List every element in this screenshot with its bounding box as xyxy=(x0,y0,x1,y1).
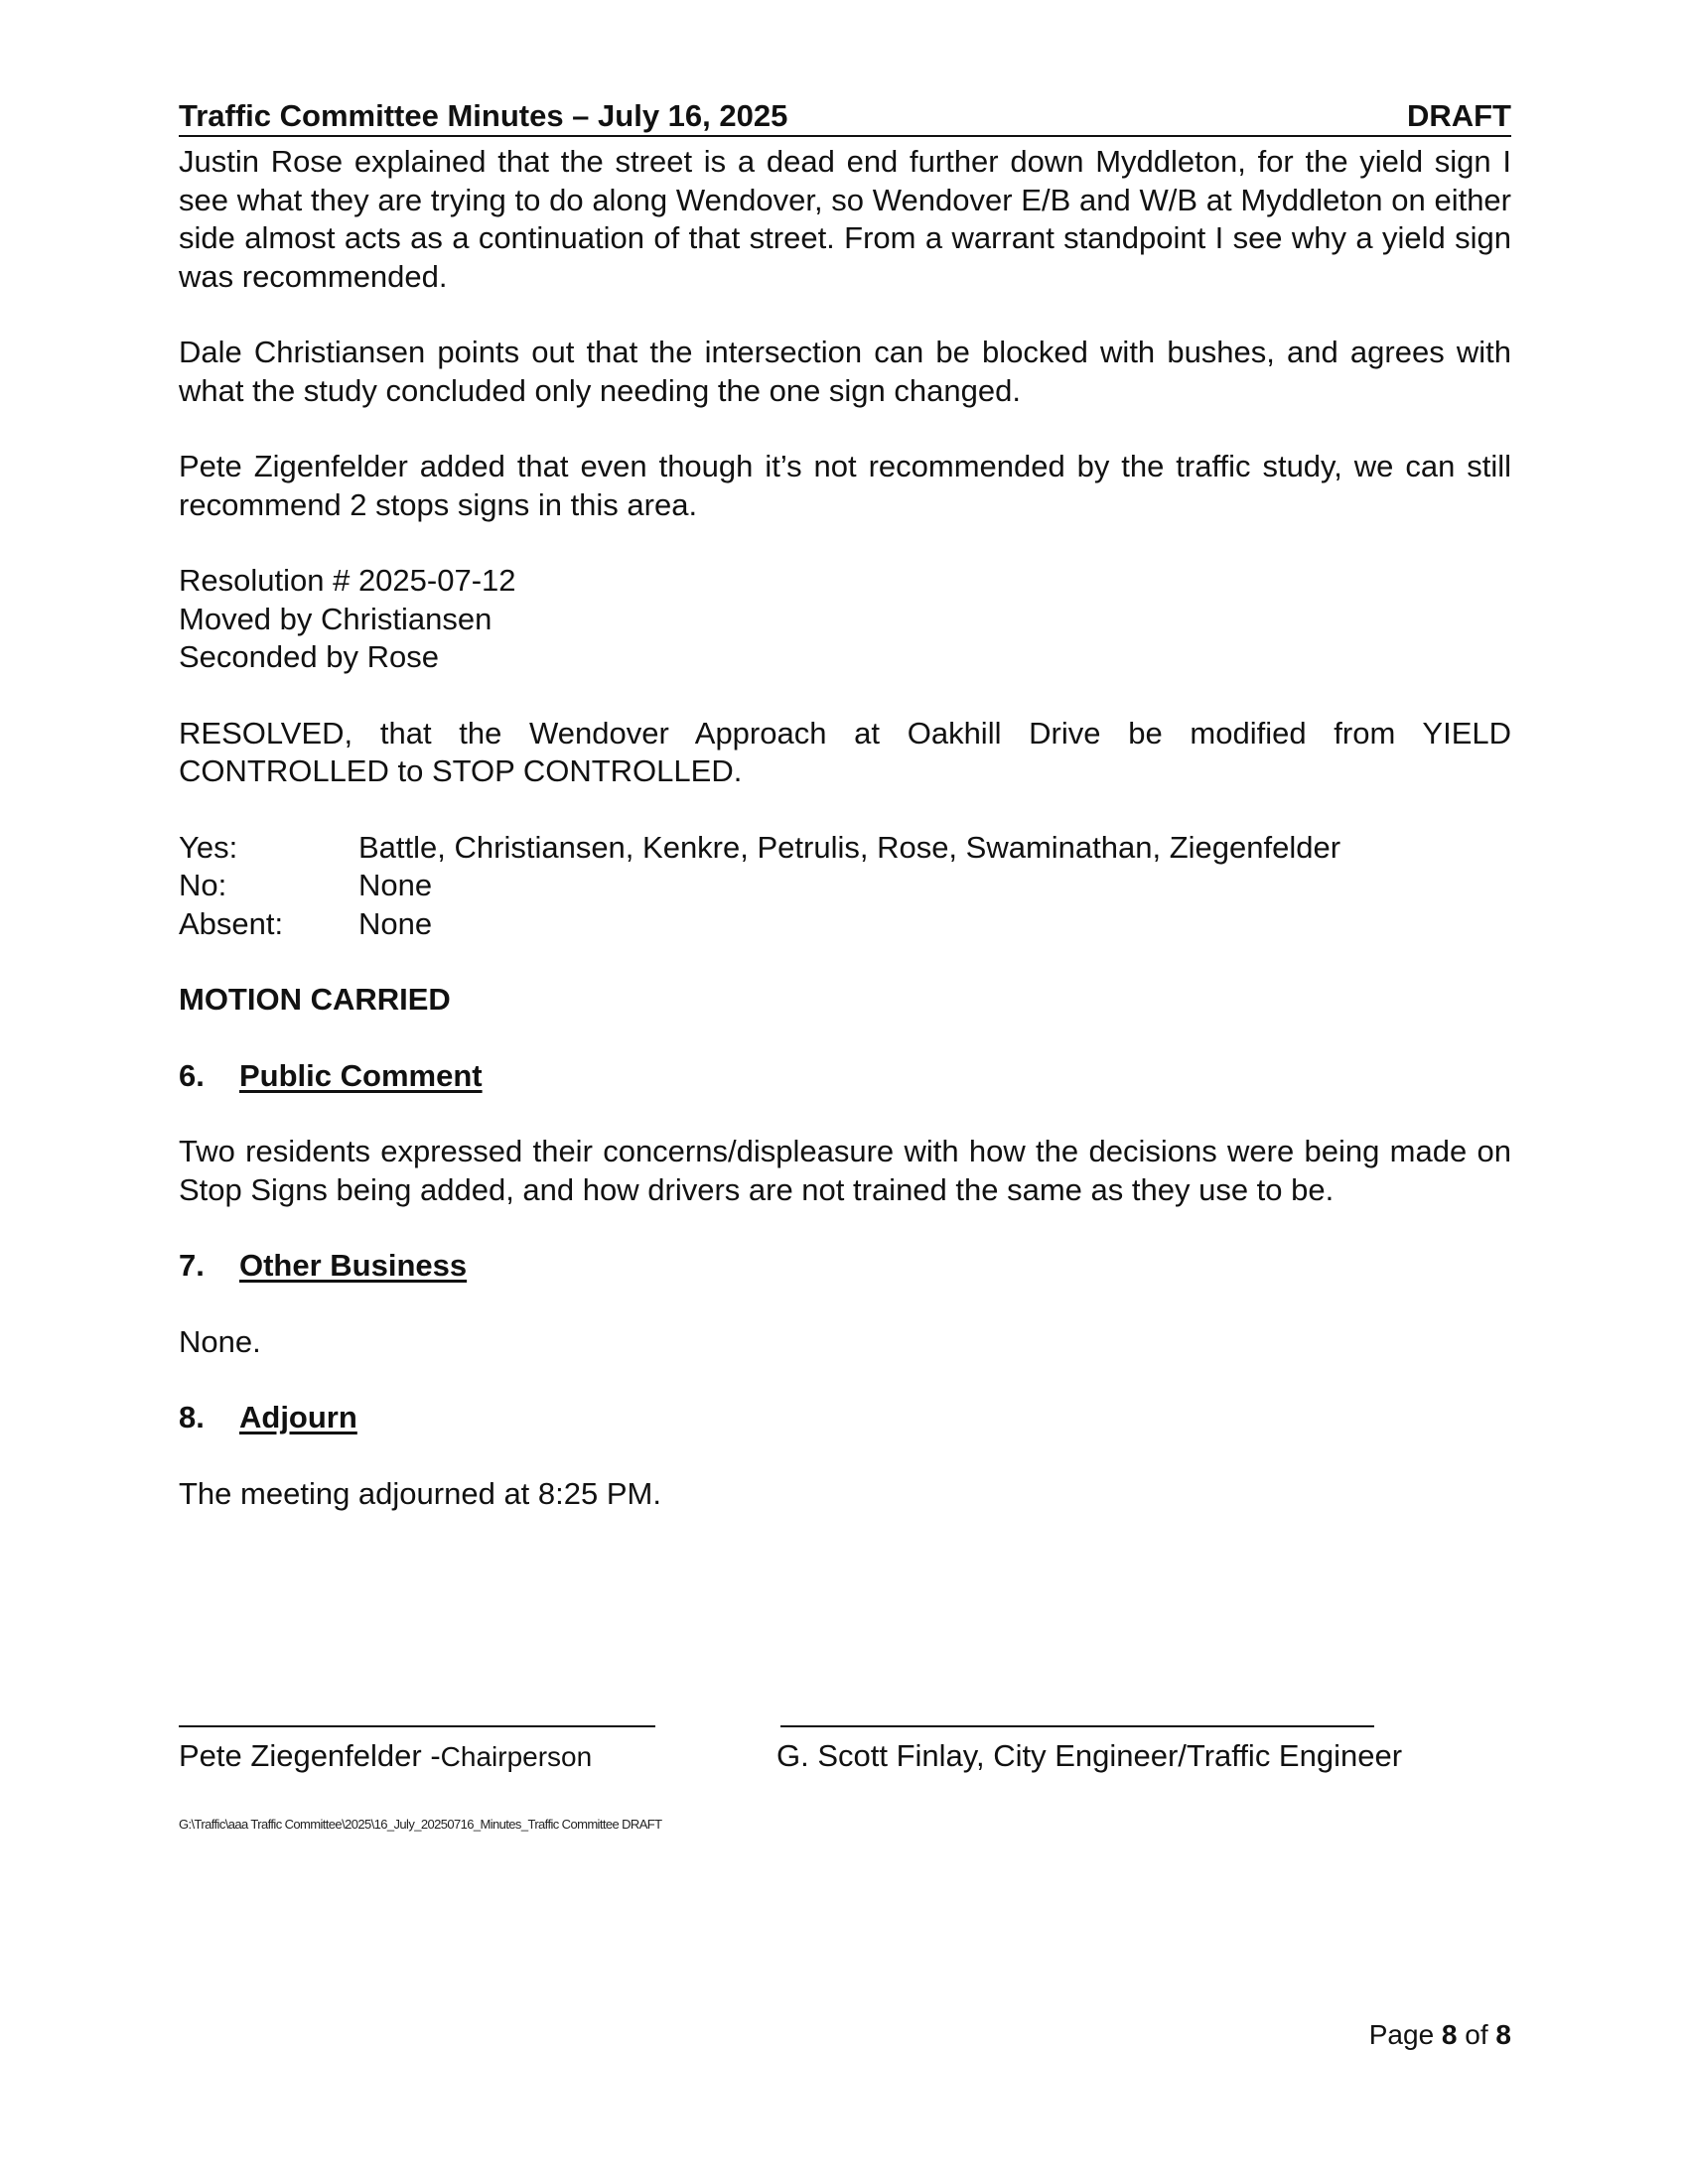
section-heading-adjourn xyxy=(179,1399,1511,1437)
signature-line-right xyxy=(780,1725,1374,1727)
section-number: 6. xyxy=(179,1057,205,1093)
vote-label-yes: Yes: xyxy=(179,829,238,865)
signature-name-left xyxy=(179,1737,592,1776)
section-title: Public Comment xyxy=(239,1057,483,1093)
chairperson-name: Pete Ziegenfelder - xyxy=(179,1738,441,1773)
resolution-block xyxy=(179,562,1511,677)
section-title: Adjourn xyxy=(239,1400,357,1434)
chairperson-role: Chairperson xyxy=(440,1741,593,1772)
signature-name-right xyxy=(776,1737,1402,1775)
resolution-number: Resolution # 2025-07-12 xyxy=(179,563,516,598)
vote-row-no xyxy=(179,867,1511,905)
file-path: G:\Traffic\aaa Traffic Committee\2025\16_July_20250716_Minutes_Traffic Committee DRAFT xyxy=(179,1817,662,1832)
vote-value-no: None xyxy=(358,868,433,902)
engineer-name: G. Scott Finlay, City Engineer/Traffic Engineer xyxy=(776,1738,1403,1773)
other-business-body: None. xyxy=(179,1323,261,1359)
section-title: Other Business xyxy=(239,1248,468,1283)
paragraph-pete-zigenfelder: Pete Zigenfelder added that even though it’s not recommended by the traffic study, we can still recommend 2 stops signs in this area. xyxy=(179,449,1511,522)
motion-result: MOTION CARRIED xyxy=(179,982,451,1017)
page-current: 8 xyxy=(1441,2019,1458,2050)
public-comment-body: Two residents expressed their concerns/displeasure with how the decisions were being made on Stop Signs being added, and how drivers are not trained the same as they use to be. xyxy=(179,1134,1511,1207)
vote-value-absent: None xyxy=(358,905,433,941)
page-total: 8 xyxy=(1495,2019,1511,2050)
section-number: 8. xyxy=(179,1400,205,1434)
signature-block xyxy=(179,1725,1511,1815)
page-number xyxy=(1369,2018,1511,2052)
section-heading-public-comment xyxy=(179,1057,1511,1096)
page-of: of xyxy=(1457,2019,1496,2050)
section-heading-other-business xyxy=(179,1247,1511,1286)
document-page xyxy=(179,97,1511,1832)
draft-label: DRAFT xyxy=(1406,98,1511,133)
paragraph-dale-christiansen: Dale Christiansen points out that the intersection can be blocked with bushes, and agrees with what the study concluded only needing the one sign changed. xyxy=(179,335,1511,408)
vote-value-yes: Battle, Christiansen, Kenkre, Petrulis, Rose, Swaminathan, Ziegenfelder xyxy=(358,829,1341,865)
page-prefix: Page xyxy=(1368,2019,1442,2050)
vote-row-absent xyxy=(179,905,1511,944)
signature-line-left xyxy=(179,1725,655,1727)
vote-label-no: No: xyxy=(179,868,227,902)
vote-row-yes xyxy=(179,829,1511,868)
header-title: Traffic Committee Minutes – July 16, 2025 xyxy=(179,98,788,133)
resolution-seconded: Seconded by Rose xyxy=(179,639,439,674)
resolution-moved: Moved by Christiansen xyxy=(179,601,492,636)
page-header xyxy=(179,97,1511,137)
vote-label-absent: Absent: xyxy=(179,905,284,941)
resolution-text: RESOLVED, that the Wendover Approach at Oakhill Drive be modified from YIELD CONTROLLED to STOP CONTROLLED. xyxy=(179,715,1511,788)
section-number: 7. xyxy=(179,1248,205,1283)
paragraph-justin-rose: Justin Rose explained that the street is a dead end further down Myddleton, for the yield sign I see what they are trying to do along Wendover, so Wendover E/B and W/B at Myddleton on either side almost acts as a continuation of that street. From a warrant standpoint I see why a yield sign was recommended. xyxy=(179,144,1511,294)
adjourn-body: The meeting adjourned at 8:25 PM. xyxy=(179,1475,661,1511)
vote-table xyxy=(179,829,1511,944)
